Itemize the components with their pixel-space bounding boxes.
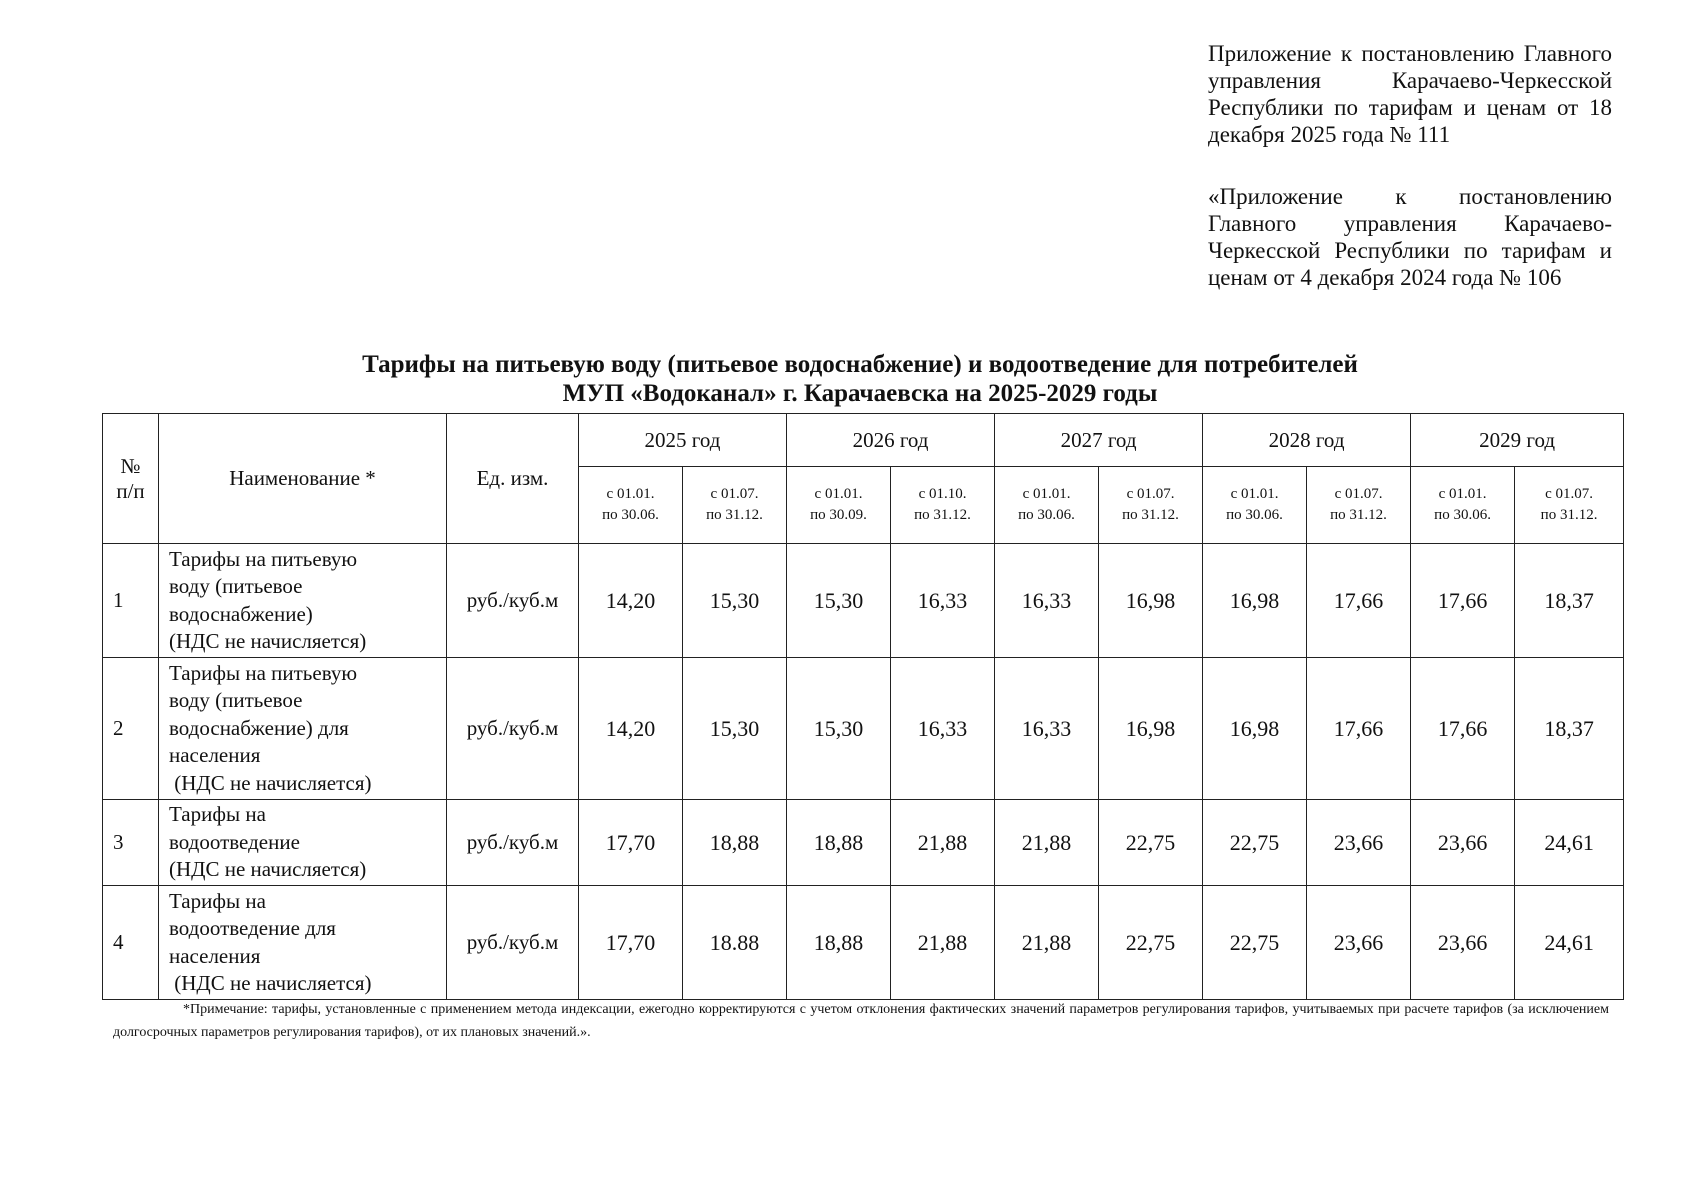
row-name-line: водоотведение <box>169 829 300 854</box>
header-row-years <box>103 414 1624 467</box>
table-row <box>103 544 1624 658</box>
table-row <box>103 800 1624 886</box>
header-year-2025: 2025 год <box>579 414 787 467</box>
header-period: с 01.01. по 30.06. <box>579 467 683 544</box>
table-footnote: *Примечание: тарифы, установленные с применением метода индексации, ежегодно корректируются с учетом отклонения фактических значений параметров регулирования тарифов, учитываемых при расчете тарифов (за исключением долгосрочных параметров регулирования тарифов), от их плановых значений.». <box>113 1002 1609 1040</box>
tariff-value: 16,33 <box>995 658 1099 800</box>
tariff-value: 22,75 <box>1203 886 1307 1000</box>
appendix-header-text: Приложение к постановлению Главного управления Карачаево-Черкесской Республики по тарифам и ценам от 18 декабря 2025 года № 111 <box>1208 41 1612 147</box>
row-name-line: населения <box>169 943 261 968</box>
row-number: 3 <box>103 800 159 886</box>
row-name-line: воду (питьевое <box>169 688 303 713</box>
row-unit: руб./куб.м <box>447 886 579 1000</box>
appendix-header-original-text: «Приложение к постановлению Главного управления Карачаево-Черкесской Республики по тарифам и ценам от 4 декабря 2024 года № 106 <box>1208 184 1612 290</box>
table-row <box>103 886 1624 1000</box>
tariff-value: 18.88 <box>683 886 787 1000</box>
tariff-value: 22,75 <box>1203 800 1307 886</box>
table-header <box>103 414 1624 544</box>
row-name-line: населения <box>169 743 261 768</box>
tariff-value: 23,66 <box>1411 886 1515 1000</box>
header-name: Наименование * <box>159 414 447 544</box>
tariff-value: 17,66 <box>1307 658 1411 800</box>
tariff-value: 15,30 <box>787 544 891 658</box>
tariff-value: 18,88 <box>787 886 891 1000</box>
tariff-value: 18,88 <box>683 800 787 886</box>
tariff-value: 15,30 <box>787 658 891 800</box>
tariff-value: 21,88 <box>891 886 995 1000</box>
row-name-line: (НДС не начисляется) <box>169 629 367 653</box>
table-body <box>103 544 1624 1000</box>
header-year-2027: 2027 год <box>995 414 1203 467</box>
tariff-value: 23,66 <box>1307 800 1411 886</box>
tariff-value: 16,33 <box>995 544 1099 658</box>
row-name <box>159 658 447 800</box>
header-period: с 01.07. по 31.12. <box>1515 467 1624 544</box>
tariff-value: 16,98 <box>1099 658 1203 800</box>
document-title <box>100 350 1620 408</box>
tariff-value: 22,75 <box>1099 886 1203 1000</box>
document-title-line-1: Тарифы на питьевую воду (питьевое водоснабжение) и водоотведение для потребителей <box>362 351 1358 378</box>
tariff-value: 22,75 <box>1099 800 1203 886</box>
tariff-value: 21,88 <box>891 800 995 886</box>
header-period: с 01.07. по 31.12. <box>1307 467 1411 544</box>
row-name-line: Тарифы на <box>169 888 266 913</box>
tariff-value: 24,61 <box>1515 886 1624 1000</box>
row-name-line: водоснабжение) <box>169 601 313 626</box>
row-number: 4 <box>103 886 159 1000</box>
header-year-2028: 2028 год <box>1203 414 1411 467</box>
tariff-value: 23,66 <box>1307 886 1411 1000</box>
tariff-value: 23,66 <box>1411 800 1515 886</box>
tariff-value: 17,66 <box>1411 658 1515 800</box>
row-name-line: водоснабжение) для <box>169 715 349 740</box>
header-unit: Ед. изм. <box>447 414 579 544</box>
tariff-value: 14,20 <box>579 658 683 800</box>
table-row <box>103 658 1624 800</box>
tariff-value: 21,88 <box>995 800 1099 886</box>
header-year-2026: 2026 год <box>787 414 995 467</box>
header-period: с 01.01. по 30.06. <box>995 467 1099 544</box>
tariff-value: 16,98 <box>1099 544 1203 658</box>
row-unit: руб./куб.м <box>447 544 579 658</box>
tariffs-table <box>102 413 1624 1000</box>
row-name-line: Тарифы на <box>169 802 266 827</box>
row-name <box>159 800 447 886</box>
row-name <box>159 886 447 1000</box>
row-name-line: воду (питьевое <box>169 574 303 598</box>
tariff-value: 24,61 <box>1515 800 1624 886</box>
header-period: с 01.07. по 31.12. <box>683 467 787 544</box>
row-name-line: Тарифы на питьевую <box>169 546 358 571</box>
row-number: 2 <box>103 658 159 800</box>
row-name-line: (НДС не начисляется) <box>169 971 372 995</box>
tariff-value: 16,98 <box>1203 544 1307 658</box>
tariff-value: 14,20 <box>579 544 683 658</box>
appendix-header-original <box>1208 183 1612 291</box>
row-unit: руб./куб.м <box>447 800 579 886</box>
tariff-value: 18,88 <box>787 800 891 886</box>
tariff-value: 18,37 <box>1515 658 1624 800</box>
row-unit: руб./куб.м <box>447 658 579 800</box>
tariff-value: 16,33 <box>891 658 995 800</box>
row-number: 1 <box>103 544 159 658</box>
tariff-value: 18,37 <box>1515 544 1624 658</box>
tariff-value: 17,66 <box>1411 544 1515 658</box>
row-name-line: (НДС не начисляется) <box>169 857 367 882</box>
tariff-value: 16,98 <box>1203 658 1307 800</box>
header-period: с 01.10. по 31.12. <box>891 467 995 544</box>
tariff-value: 16,33 <box>891 544 995 658</box>
document-title-line-2: МУП «Водоканал» г. Карачаевска на 2025-2029 годы <box>562 380 1158 407</box>
header-num: № п/п <box>103 414 159 544</box>
header-period: с 01.07. по 31.12. <box>1099 467 1203 544</box>
header-period: с 01.01. по 30.06. <box>1203 467 1307 544</box>
tariff-value: 17,66 <box>1307 544 1411 658</box>
row-name-line: Тарифы на питьевую <box>169 660 358 685</box>
header-period: с 01.01. по 30.09. <box>787 467 891 544</box>
header-period: с 01.01. по 30.06. <box>1411 467 1515 544</box>
tariff-value: 17,70 <box>579 886 683 1000</box>
tariff-value: 15,30 <box>683 544 787 658</box>
header-year-2029: 2029 год <box>1411 414 1624 467</box>
row-name-line: (НДС не начисляется) <box>169 770 372 795</box>
row-name-line: водоотведение для <box>169 916 336 940</box>
tariff-value: 17,70 <box>579 800 683 886</box>
tariff-value: 21,88 <box>995 886 1099 1000</box>
appendix-header <box>1208 40 1612 148</box>
row-name <box>159 544 447 658</box>
tariff-value: 15,30 <box>683 658 787 800</box>
